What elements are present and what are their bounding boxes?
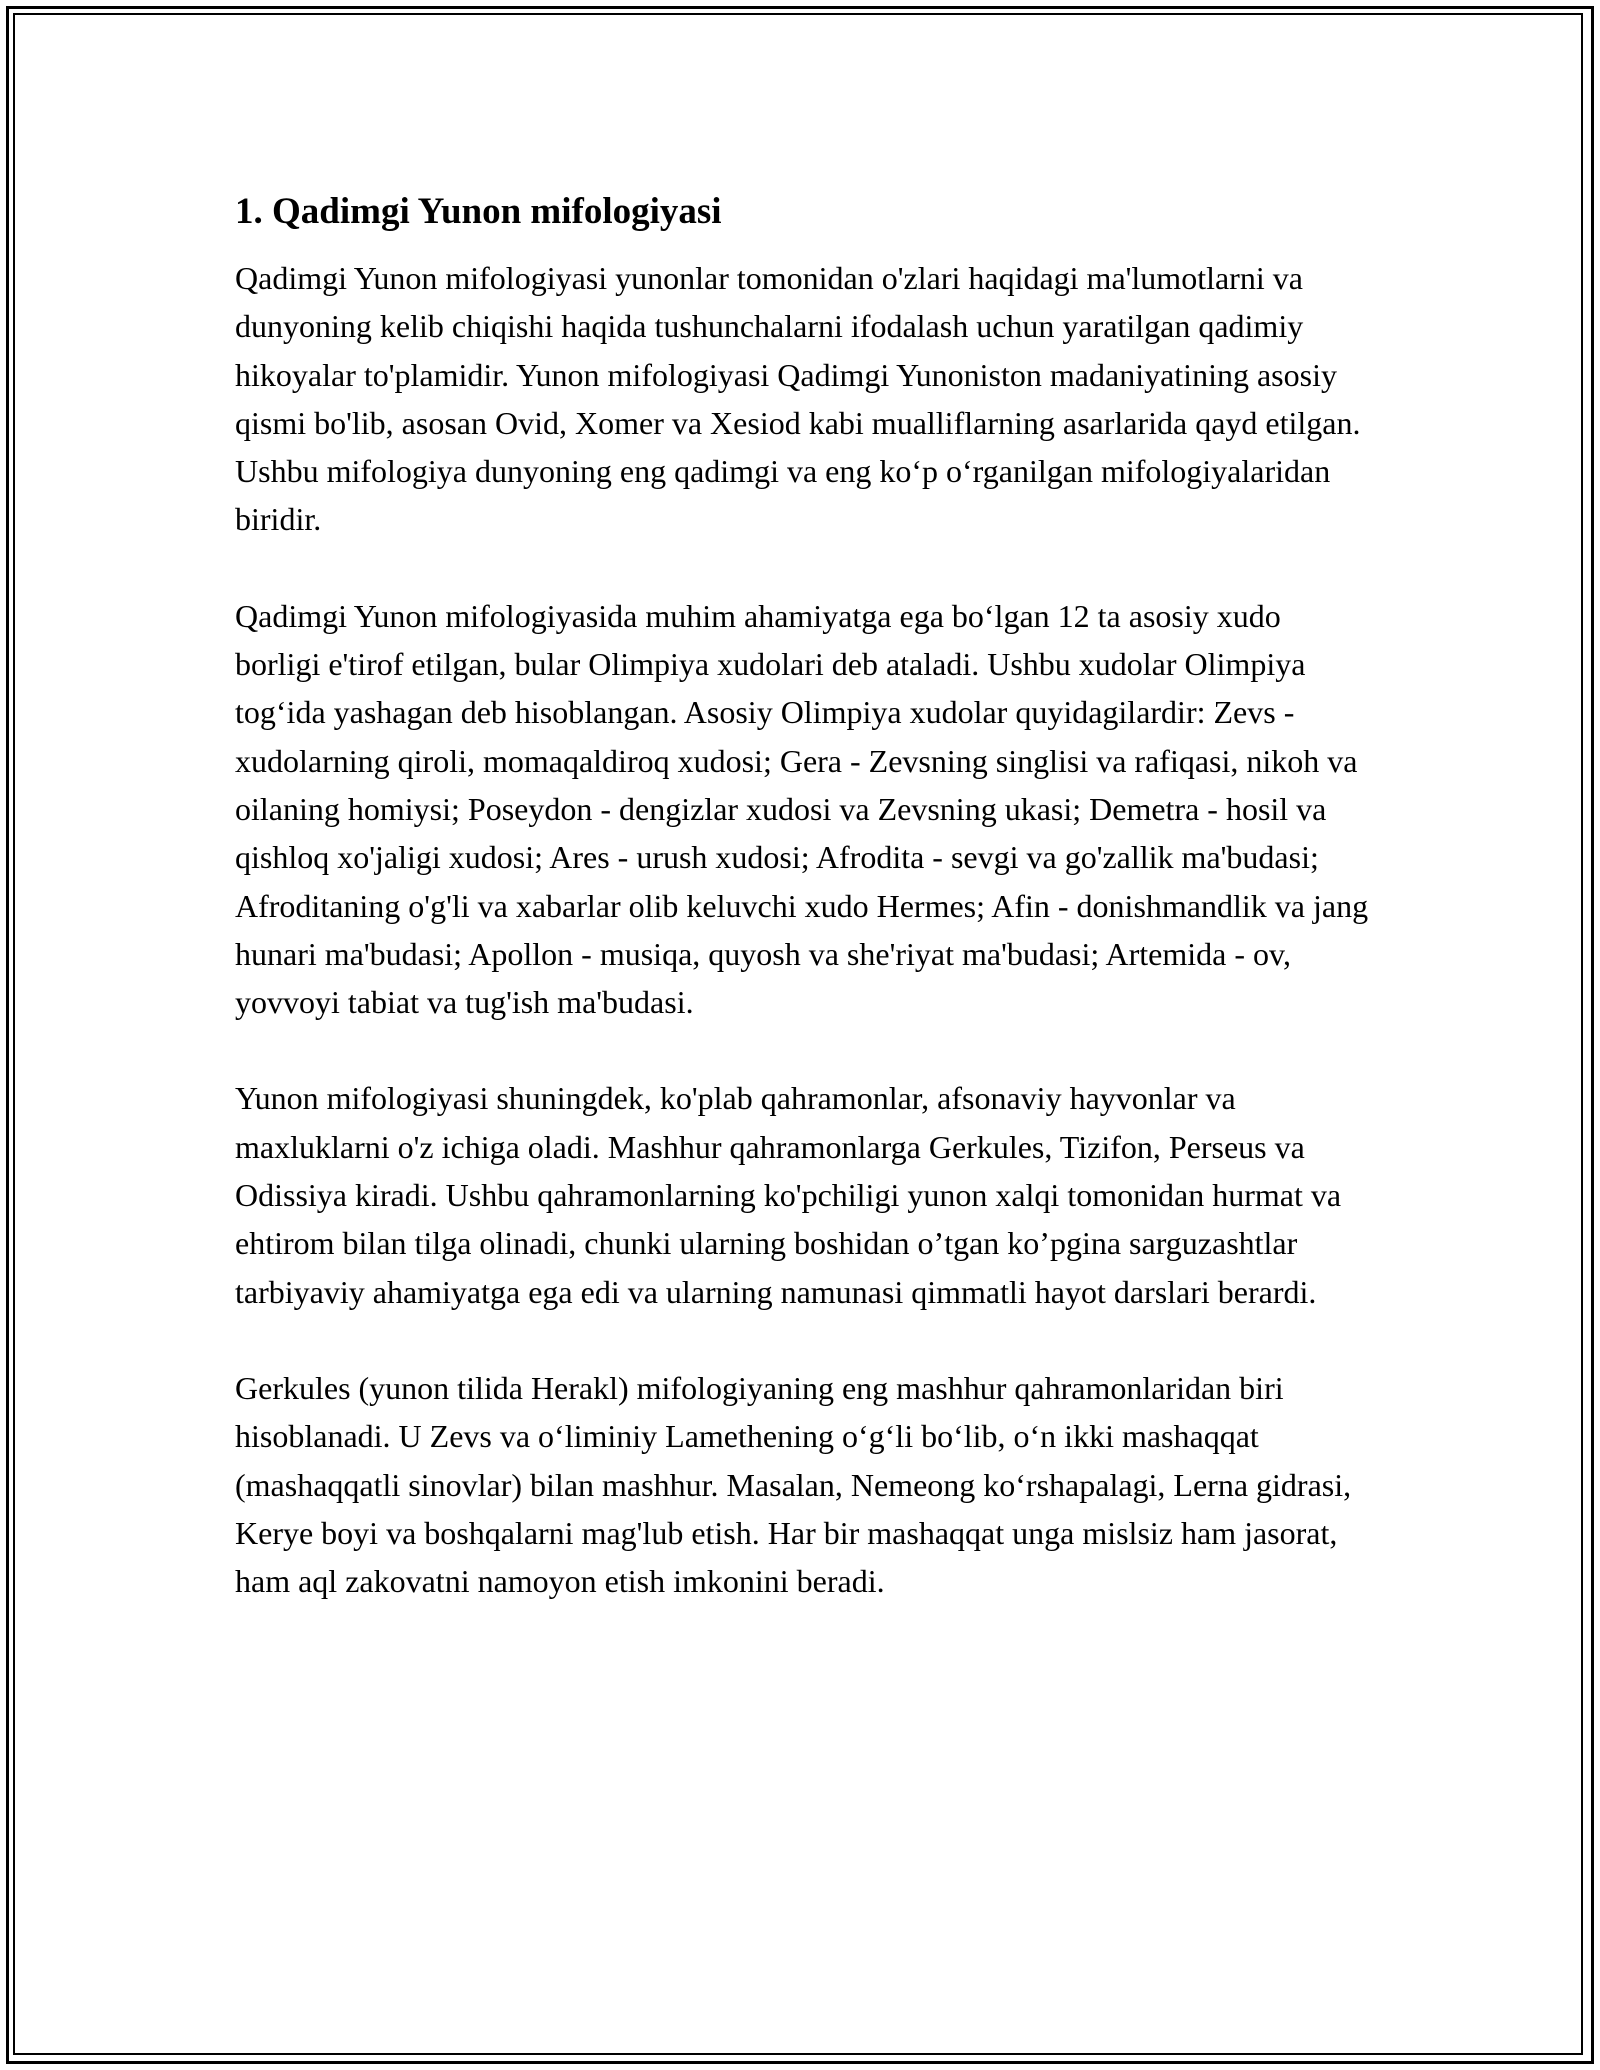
section-title: 1. Qadimgi Yunon mifologiyasi (235, 191, 722, 232)
paragraph-intro: Qadimgi Yunon mifologiyasi yunonlar tomonidan o'zlari haqidagi ma'lumotlarni va dunyoning kelib chiqishi haqida tushunchalarni ifodalash uchun yaratilgan qadimiy hikoyalar to'plamidir. Yunon mifologiyasi Qadimgi Yunoniston madaniyatining asosiy qismi bo'lib, asosan Ovid, Xomer va Xesiod kabi mualliflarning asarlarida qayd etilgan. Ushbu mifologiya dunyoning eng qadimgi va eng koʻp oʻrganilgan mifologiyalaridan biridir. (235, 260, 1361, 538)
document-body (235, 186, 1370, 1653)
paragraph-olympian-gods: Qadimgi Yunon mifologiyasida muhim ahamiyatga ega boʻlgan 12 ta asosiy xudo borligi e'tirof etilgan, bular Olimpiya xudolari deb ataladi. Ushbu xudolar Olimpiya togʻida yashagan deb hisoblangan. Asosiy Olimpiya xudolar quyidagilardir: Zevs - xudolarning qiroli, momaqaldiroq xudosi; Gera - Zevsning singlisi va rafiqasi, nikoh va oilaning homiysi; Poseydon - dengizlar xudosi va Zevsning ukasi; Demetra - hosil va qishloq xo'jaligi xudosi; Ares - urush xudosi; Afrodita - sevgi va go'zallik ma'budasi; Afroditaning o'g'li va xabarlar olib keluvchi xudo Hermes; Afin - donishmandlik va jang hunari ma'budasi; Apollon - musiqa, quyosh va she'riyat ma'budasi; Artemida - ov, yovvoyi tabiat va tug'ish ma'budasi. (235, 597, 1369, 1021)
paragraph-hercules: Gerkules (yunon tilida Herakl) mifologiyaning eng mashhur qahramonlaridan biri hisoblanadi. U Zevs va oʻliminiy Lamethening oʻgʻli boʻlib, oʻn ikki mashaqqat (mashaqqatli sinovlar) bilan mashhur. Masalan, Nemeong koʻrshapalagi, Lerna gidrasi, Kerye boyi va boshqalarni mag'lub etish. Har bir mashaqqat unga mislsiz ham jasorat, ham aql zakovatni namoyon etish imkonini beradi. (235, 1369, 1352, 1600)
paragraph-heroes: Yunon mifologiyasi shuningdek, ko'plab qahramonlar, afsonaviy hayvonlar va maxluklarni o'z ichiga oladi. Mashhur qahramonlarga Gerkules, Tizifon, Perseus va Odissiya kiradi. Ushbu qahramonlarning ko'pchiligi yunon xalqi tomonidan hurmat va ehtirom bilan tilga olinadi, chunki ularning boshidan oʼtgan koʼpgina sarguzashtlar tarbiyaviy ahamiyatga ega edi va ularning namunasi qimmatli hayot darslari berardi. (235, 1080, 1342, 1310)
